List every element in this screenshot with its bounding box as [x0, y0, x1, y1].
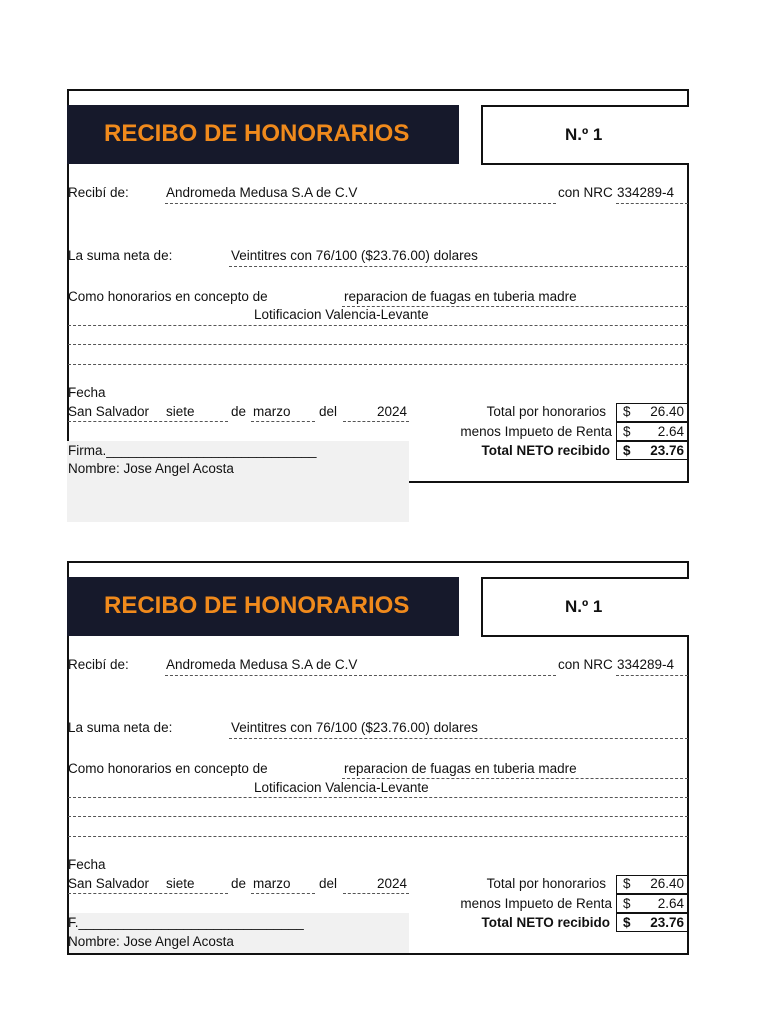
date-line — [68, 421, 228, 422]
total-fees-value: 26.40 — [650, 876, 684, 891]
day: siete — [166, 876, 195, 891]
concept-underline-3 — [68, 344, 688, 345]
sum-line — [229, 266, 688, 267]
concept-underline-2 — [68, 325, 688, 326]
currency-symbol: $ — [623, 404, 631, 419]
signature-line: F.______________________________ — [68, 915, 304, 930]
concept-label: Como honorarios en concepto de — [68, 761, 268, 776]
receipt-title: RECIBO DE HONORARIOS — [104, 592, 410, 619]
signer-name: Nombre: Jose Angel Acosta — [68, 461, 234, 476]
net-total-value: 23.76 — [650, 915, 684, 930]
de-label: de — [231, 876, 247, 891]
nrc-line — [616, 675, 688, 676]
nrc-label: con NRC — [558, 657, 613, 672]
city: San Salvador — [68, 404, 150, 419]
receipt-title: RECIBO DE HONORARIOS — [104, 120, 410, 147]
currency-symbol: $ — [623, 876, 631, 891]
sum-value: Veintitres con 76/100 ($23.76.00) dolares — [231, 248, 478, 263]
receipt-number: N.º 1 — [565, 125, 603, 144]
concept-underline-2 — [68, 797, 688, 798]
year: 2024 — [376, 404, 407, 419]
net-total-label: Total NETO recibido — [481, 443, 610, 458]
total-fees-value: 26.40 — [650, 404, 684, 419]
year-line — [343, 893, 409, 894]
income-tax-value: 2.64 — [657, 896, 684, 911]
nrc-label: con NRC — [558, 185, 613, 200]
receipt-1 — [0, 0, 768, 480]
concept-underline-3 — [68, 816, 688, 817]
del-label: del — [319, 876, 338, 891]
received-from-value: Andromeda Medusa S.A de C.V — [166, 657, 358, 672]
sum-value: Veintitres con 76/100 ($23.76.00) dolares — [231, 720, 478, 735]
month: marzo — [253, 876, 291, 891]
received-from-label: Recibí de: — [68, 185, 129, 200]
nrc-line — [616, 203, 688, 204]
month-line — [251, 893, 315, 894]
currency-symbol: $ — [623, 915, 631, 930]
city: San Salvador — [68, 876, 150, 891]
year-line — [343, 421, 409, 422]
net-total-label: Total NETO recibido — [481, 915, 610, 930]
nrc-value: 334289-4 — [617, 657, 675, 672]
concept-line-1: reparacion de fuagas en tuberia madre — [344, 761, 577, 776]
net-total-value: 23.76 — [650, 443, 684, 458]
receipt-number: N.º 1 — [565, 597, 603, 616]
income-tax-label: menos Impueto de Renta — [460, 896, 612, 911]
sum-label: La suma neta de: — [68, 248, 173, 263]
signer-name: Nombre: Jose Angel Acosta — [68, 934, 234, 949]
sum-line — [229, 738, 688, 739]
receipt-2 — [0, 472, 768, 952]
concept-line-2: Lotificacion Valencia-Levante — [254, 780, 429, 795]
del-label: del — [319, 404, 338, 419]
concept-underline-1 — [342, 778, 688, 779]
month-line — [251, 421, 315, 422]
currency-symbol: $ — [623, 443, 631, 458]
nrc-value: 334289-4 — [617, 185, 675, 200]
month: marzo — [253, 404, 291, 419]
signature-line: Firma.____________________________ — [68, 443, 317, 458]
total-fees-label: Total por honorarios — [486, 404, 606, 419]
concept-label: Como honorarios en concepto de — [68, 289, 268, 304]
concept-underline-4 — [68, 364, 688, 365]
received-from-line — [165, 203, 556, 204]
total-fees-label: Total por honorarios — [486, 876, 606, 891]
currency-symbol: $ — [623, 896, 631, 911]
day: siete — [166, 404, 195, 419]
received-from-label: Recibí de: — [68, 657, 129, 672]
de-label: de — [231, 404, 247, 419]
fecha-label: Fecha — [68, 857, 106, 872]
received-from-value: Andromeda Medusa S.A de C.V — [166, 185, 358, 200]
concept-underline-4 — [68, 836, 688, 837]
date-line — [68, 893, 228, 894]
currency-symbol: $ — [623, 424, 631, 439]
fecha-label: Fecha — [68, 385, 106, 400]
income-tax-label: menos Impueto de Renta — [460, 424, 612, 439]
concept-line-2: Lotificacion Valencia-Levante — [254, 307, 429, 322]
concept-line-1: reparacion de fuagas en tuberia madre — [344, 289, 577, 304]
income-tax-value: 2.64 — [657, 424, 684, 439]
sum-label: La suma neta de: — [68, 720, 173, 735]
received-from-line — [165, 675, 556, 676]
year: 2024 — [376, 876, 407, 891]
